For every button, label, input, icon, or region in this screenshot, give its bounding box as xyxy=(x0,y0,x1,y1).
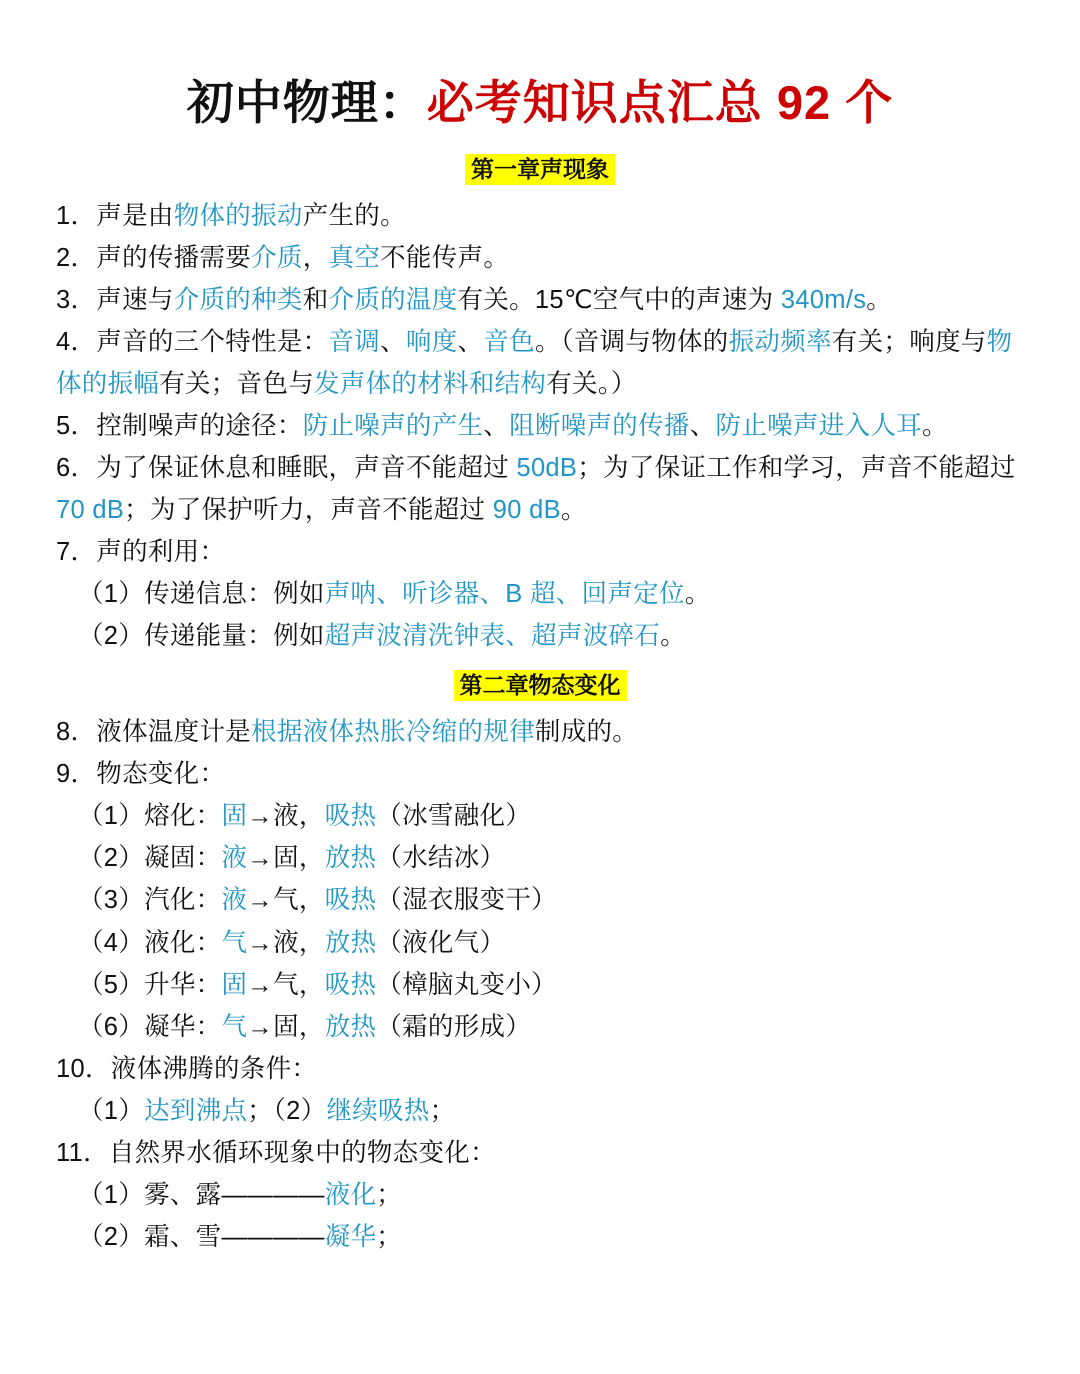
chapter-heading-1-label: 第一章声现象 xyxy=(465,154,615,185)
body-text: 。 xyxy=(866,285,893,314)
highlighted-term: 达到沸点 xyxy=(144,1096,248,1125)
body-text: （2）霜、雪———— xyxy=(78,1222,325,1251)
highlighted-term: 固 xyxy=(221,802,248,831)
body-text: 有关；音色与 xyxy=(159,369,315,398)
highlighted-term: 液 xyxy=(221,886,248,915)
item-3 xyxy=(56,279,1024,321)
highlighted-term: 固 xyxy=(221,970,248,999)
highlighted-term: 响度 xyxy=(405,327,458,356)
body-text: （1） xyxy=(78,1096,145,1125)
body-text: 11．自然界水循环现象中的物态变化： xyxy=(56,1138,496,1167)
highlighted-term: 50dB xyxy=(516,454,578,483)
section-state-changes xyxy=(56,711,1024,1258)
body-text: （冰雪融化） xyxy=(376,802,532,831)
highlighted-term: 物体的振动 xyxy=(173,201,303,230)
body-text: ， xyxy=(302,243,329,272)
item-9-6 xyxy=(56,1006,1024,1048)
highlighted-term: 根据液体热胀冷缩的规律 xyxy=(251,718,535,747)
item-10-1 xyxy=(56,1090,1024,1132)
body-text: （樟脑丸变小） xyxy=(376,970,557,999)
chapter-heading-2 xyxy=(56,671,1024,701)
highlighted-term: 振动频率 xyxy=(728,327,832,356)
section-sound-phenomena xyxy=(56,195,1024,658)
body-text: 有关；响度与 xyxy=(831,327,987,356)
body-text: →固， xyxy=(247,1012,325,1041)
body-text: ；为了保护听力，声音不能超过 xyxy=(124,496,493,525)
item-7-1 xyxy=(56,573,1024,615)
body-text: →液， xyxy=(247,928,325,957)
highlighted-term: 放热 xyxy=(324,844,377,873)
body-text: 10．液体沸腾的条件： xyxy=(56,1054,318,1083)
body-text: 7．声的利用： xyxy=(56,538,226,567)
body-text: （2）传递能量：例如 xyxy=(78,622,325,651)
highlighted-term: 介质的种类 xyxy=(173,285,303,314)
item-7 xyxy=(56,531,1024,573)
item-11 xyxy=(56,1132,1024,1174)
item-9-4 xyxy=(56,922,1024,964)
body-text: 。 xyxy=(684,580,711,609)
highlighted-term: 340m/s xyxy=(780,285,867,314)
body-text: 制成的。 xyxy=(534,718,639,747)
body-text: 。（音调与物体的 xyxy=(534,327,729,356)
highlighted-term: 放热 xyxy=(324,928,377,957)
body-text: 和 xyxy=(302,285,329,314)
item-9-3 xyxy=(56,879,1024,921)
body-text: 6．为了保证休息和睡眠，声音不能超过 xyxy=(56,454,517,483)
chapter-heading-1 xyxy=(56,155,1024,185)
page-title xyxy=(56,74,1024,133)
highlighted-term: 防止噪声进入人耳 xyxy=(715,411,922,440)
highlighted-term: 音调 xyxy=(328,327,381,356)
body-text: （1）熔化： xyxy=(78,802,222,831)
highlighted-term: 吸热 xyxy=(324,802,377,831)
body-text: 4．声音的三个特性是： xyxy=(56,327,329,356)
highlighted-term: 气 xyxy=(221,928,248,957)
item-4 xyxy=(56,321,1024,405)
body-text: →气， xyxy=(247,886,325,915)
body-text: ； xyxy=(429,1096,456,1125)
highlighted-term: 物体的振幅 xyxy=(56,327,1013,398)
body-text: 3．声速与 xyxy=(56,285,174,314)
highlighted-term: 气 xyxy=(221,1012,248,1041)
highlighted-term: 介质 xyxy=(251,243,303,272)
body-text: 不能传声。 xyxy=(380,243,510,272)
body-text: →气， xyxy=(247,970,325,999)
body-text: （1）传递信息：例如 xyxy=(78,580,325,609)
item-5 xyxy=(56,405,1024,447)
body-text: ； xyxy=(376,1222,403,1251)
body-text: 、 xyxy=(689,411,716,440)
item-11-2 xyxy=(56,1216,1024,1258)
body-text: （6）凝华： xyxy=(78,1012,222,1041)
item-1 xyxy=(56,195,1024,237)
item-7-2 xyxy=(56,615,1024,657)
item-2 xyxy=(56,237,1024,279)
body-text: 2．声的传播需要 xyxy=(56,243,252,272)
body-text: （液化气） xyxy=(376,928,506,957)
item-6 xyxy=(56,447,1024,531)
highlighted-term: 液 xyxy=(221,844,248,873)
highlighted-term: 70 dB xyxy=(56,496,125,525)
highlighted-term: 继续吸热 xyxy=(326,1096,430,1125)
body-text: ；为了保证工作和学习，声音不能超过 xyxy=(577,454,1016,483)
highlighted-term: 阻断噪声的传播 xyxy=(509,411,690,440)
body-text: 9．物态变化： xyxy=(56,760,226,789)
highlighted-term: 吸热 xyxy=(324,970,377,999)
body-text: 。 xyxy=(660,622,686,651)
body-text: 产生的。 xyxy=(302,201,406,230)
highlighted-term: 超声波清洗钟表、超声波碎石 xyxy=(324,622,661,651)
highlighted-term: 音色 xyxy=(483,327,535,356)
body-text: 、 xyxy=(457,327,484,356)
body-text: （2）凝固： xyxy=(78,844,222,873)
highlighted-term: 发声体的材料和结构 xyxy=(314,369,547,398)
highlighted-term: 90 dB xyxy=(492,496,561,525)
body-text: 1．声是由 xyxy=(56,201,174,230)
body-text: ； xyxy=(376,1180,403,1209)
highlighted-term: 吸热 xyxy=(324,886,377,915)
item-9 xyxy=(56,753,1024,795)
chapter-heading-2-label: 第二章物态变化 xyxy=(454,670,627,701)
body-text: 8．液体温度计是 xyxy=(56,718,252,747)
body-text: （5）升华： xyxy=(78,970,222,999)
page-title-highlight: 必考知识点汇总 92 个 xyxy=(426,76,894,129)
body-text: 5．控制噪声的途径： xyxy=(56,411,303,440)
body-text: （霜的形成） xyxy=(376,1012,532,1041)
body-text: 、 xyxy=(483,411,510,440)
highlighted-term: 液化 xyxy=(324,1180,377,1209)
body-text: （1）雾、露———— xyxy=(78,1180,325,1209)
page-title-prefix: 初中物理： xyxy=(186,76,427,129)
item-10 xyxy=(56,1048,1024,1090)
highlighted-term: 放热 xyxy=(324,1012,377,1041)
body-text: （3）汽化： xyxy=(78,886,222,915)
body-text: （湿衣服变干） xyxy=(376,886,557,915)
item-9-2 xyxy=(56,837,1024,879)
highlighted-term: 声呐、听诊器、B 超、回声定位 xyxy=(324,580,685,609)
item-8 xyxy=(56,711,1024,753)
highlighted-term: 凝华 xyxy=(324,1222,377,1251)
item-9-1 xyxy=(56,795,1024,837)
highlighted-term: 真空 xyxy=(328,243,381,272)
highlighted-term: 介质的温度 xyxy=(328,285,458,314)
body-text: 有关。） xyxy=(546,369,637,398)
body-text: 。 xyxy=(560,496,587,525)
item-11-1 xyxy=(56,1174,1024,1216)
body-text: →液， xyxy=(247,802,325,831)
body-text: ；（2） xyxy=(247,1096,327,1125)
body-text: 。 xyxy=(921,411,948,440)
highlighted-term: 防止噪声的产生 xyxy=(302,411,484,440)
item-9-5 xyxy=(56,964,1024,1006)
body-text: （水结冰） xyxy=(376,844,506,873)
body-text: （4）液化： xyxy=(78,928,222,957)
body-text: 有关。15℃空气中的声速为 xyxy=(457,285,781,314)
body-text: 、 xyxy=(380,327,406,356)
body-text: →固， xyxy=(247,844,325,873)
